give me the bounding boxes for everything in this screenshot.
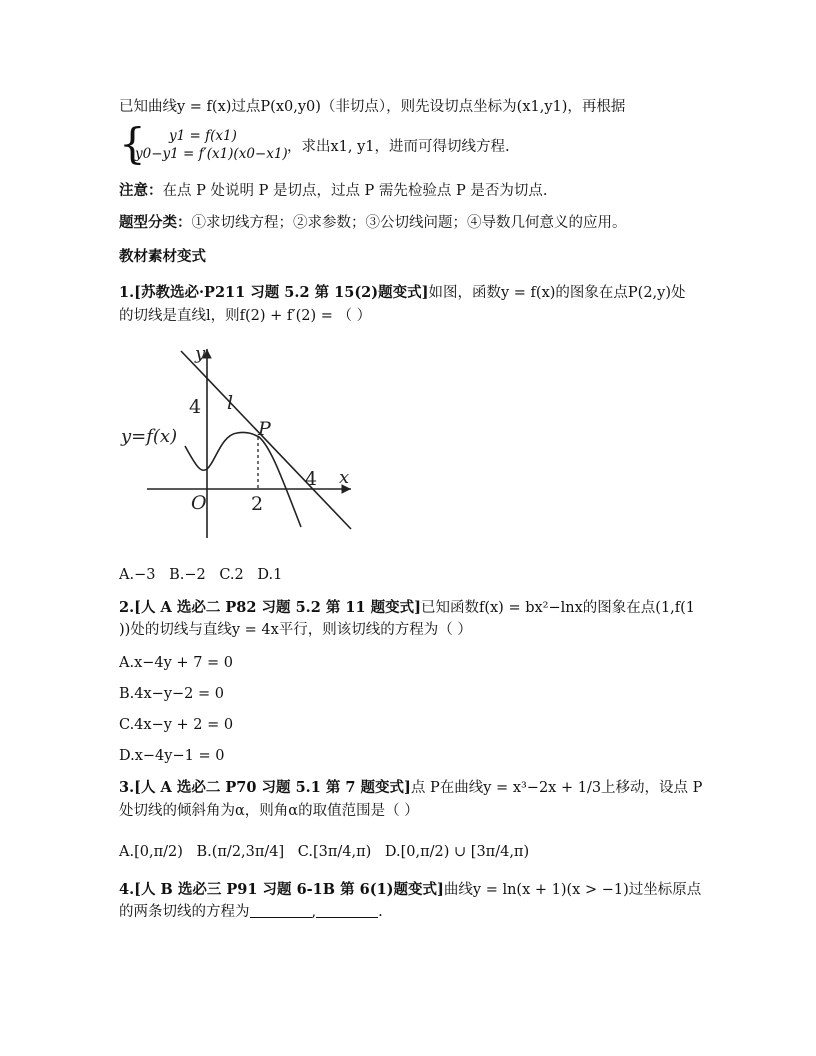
system-equation-2: y0−y1 = f′(x1)(x0−x1) (135, 146, 288, 162)
q3-line-1 (119, 778, 702, 798)
q2-option-a[interactable]: A.x−4y + 7 = 0 (119, 655, 234, 671)
q1-line-1 (119, 283, 686, 303)
q2-text-a: 已知函数f(x) = bx²−lnx的图象在点(1,f(1 (420, 600, 696, 616)
q4-text-b: 的两条切线的方程为 (119, 904, 250, 920)
answer-blank-1[interactable] (250, 903, 312, 918)
q3-option-a[interactable]: A.[0,π/2) (119, 844, 183, 860)
q1-options (119, 565, 291, 585)
intro-line-2-tail: ，求出x1, y1，进而可得切线方程. (287, 139, 510, 155)
q4-separator: , (311, 904, 317, 920)
q1-line-2: 的切线是直线l，则f(2) + f′(2) = （ ） (119, 308, 372, 324)
q1-tag: 1.[苏教选必·P211 习题 5.2 第 15(2)题变式] (119, 284, 429, 301)
q2-option-d[interactable]: D.x−4y−1 = 0 (119, 748, 225, 764)
q1-option-c[interactable]: C.2 (219, 567, 244, 583)
q2-tag: 2.[人 A 选必二 P82 习题 5.2 第 11 题变式] (119, 599, 421, 616)
q3-option-c[interactable]: C.[3π/4,π) (297, 844, 372, 860)
q4-end: . (378, 904, 383, 920)
q4-line-2 (119, 902, 383, 922)
q1-figure (119, 343, 359, 543)
x-tick-4: 4 (305, 468, 318, 490)
q3-text-a: 点 P在曲线y = x³−2x + 1/3上移动，设点 P (410, 780, 703, 796)
curve-label: y=f(x) (121, 426, 178, 447)
note-text: 在点 P 处说明 P 是切点，过点 P 需先检验点 P 是否为切点. (162, 183, 548, 199)
answer-blank-2[interactable] (316, 903, 378, 918)
y-tick-4: 4 (189, 396, 202, 418)
q1-text-a: 如图，函数y = f(x)的图象在点P(2,y)处 (428, 285, 686, 301)
system-equation-1: y1 = f(x1) (169, 128, 237, 144)
tangent-line-graph (119, 343, 359, 543)
q2-option-b[interactable]: B.4x−y−2 = 0 (119, 686, 224, 702)
note-paragraph (119, 181, 548, 201)
q3-line-2: 处切线的倾斜角为α，则角α的取值范围是（ ） (119, 803, 419, 819)
classification-text: ①求切线方程；②求参数；③公切线问题；④导数几何意义的应用。 (191, 215, 627, 231)
q3-option-b[interactable]: B.(π/2,3π/4] (196, 844, 285, 860)
q3-option-d[interactable]: D.[0,π/2) ∪ [3π/4,π) (384, 844, 530, 860)
tangent-line-label: l (227, 392, 234, 414)
q2-line-1 (119, 598, 695, 618)
q3-tag: 3.[人 A 选必二 P70 习题 5.1 第 7 题变式] (119, 779, 411, 796)
q4-line-1 (119, 880, 701, 900)
classification-label: 题型分类： (119, 214, 192, 231)
section-title: 教材素材变式 (119, 248, 206, 265)
classification-paragraph (119, 213, 627, 233)
q4-tag: 4.[人 B 选必三 P91 习题 6-1B 第 6(1)题变式] (119, 881, 444, 898)
q2-option-c[interactable]: C.4x−y + 2 = 0 (119, 717, 234, 733)
note-label: 注意： (119, 182, 163, 199)
y-axis-label: y (195, 343, 206, 364)
q1-option-b[interactable]: B.−2 (169, 567, 206, 583)
point-p-label: P (258, 418, 271, 440)
q4-text-a: 曲线y = ln(x + 1)(x > −1)过坐标原点 (443, 882, 702, 898)
q1-option-a[interactable]: A.−3 (119, 567, 156, 583)
q2-line-2: ))处的切线与直线y = 4x平行，则该切线的方程为（ ） (119, 622, 472, 638)
origin-label: O (191, 492, 207, 514)
left-brace: { (119, 119, 146, 168)
x-tick-2: 2 (251, 493, 264, 515)
q1-option-d[interactable]: D.1 (257, 567, 283, 583)
q3-options (119, 842, 538, 862)
x-axis-label: x (339, 467, 350, 488)
intro-line-1: 已知曲线y = f(x)过点P(x0,y0)（非切点），则先设切点坐标为(x1,y1)，再根据 (119, 99, 626, 115)
